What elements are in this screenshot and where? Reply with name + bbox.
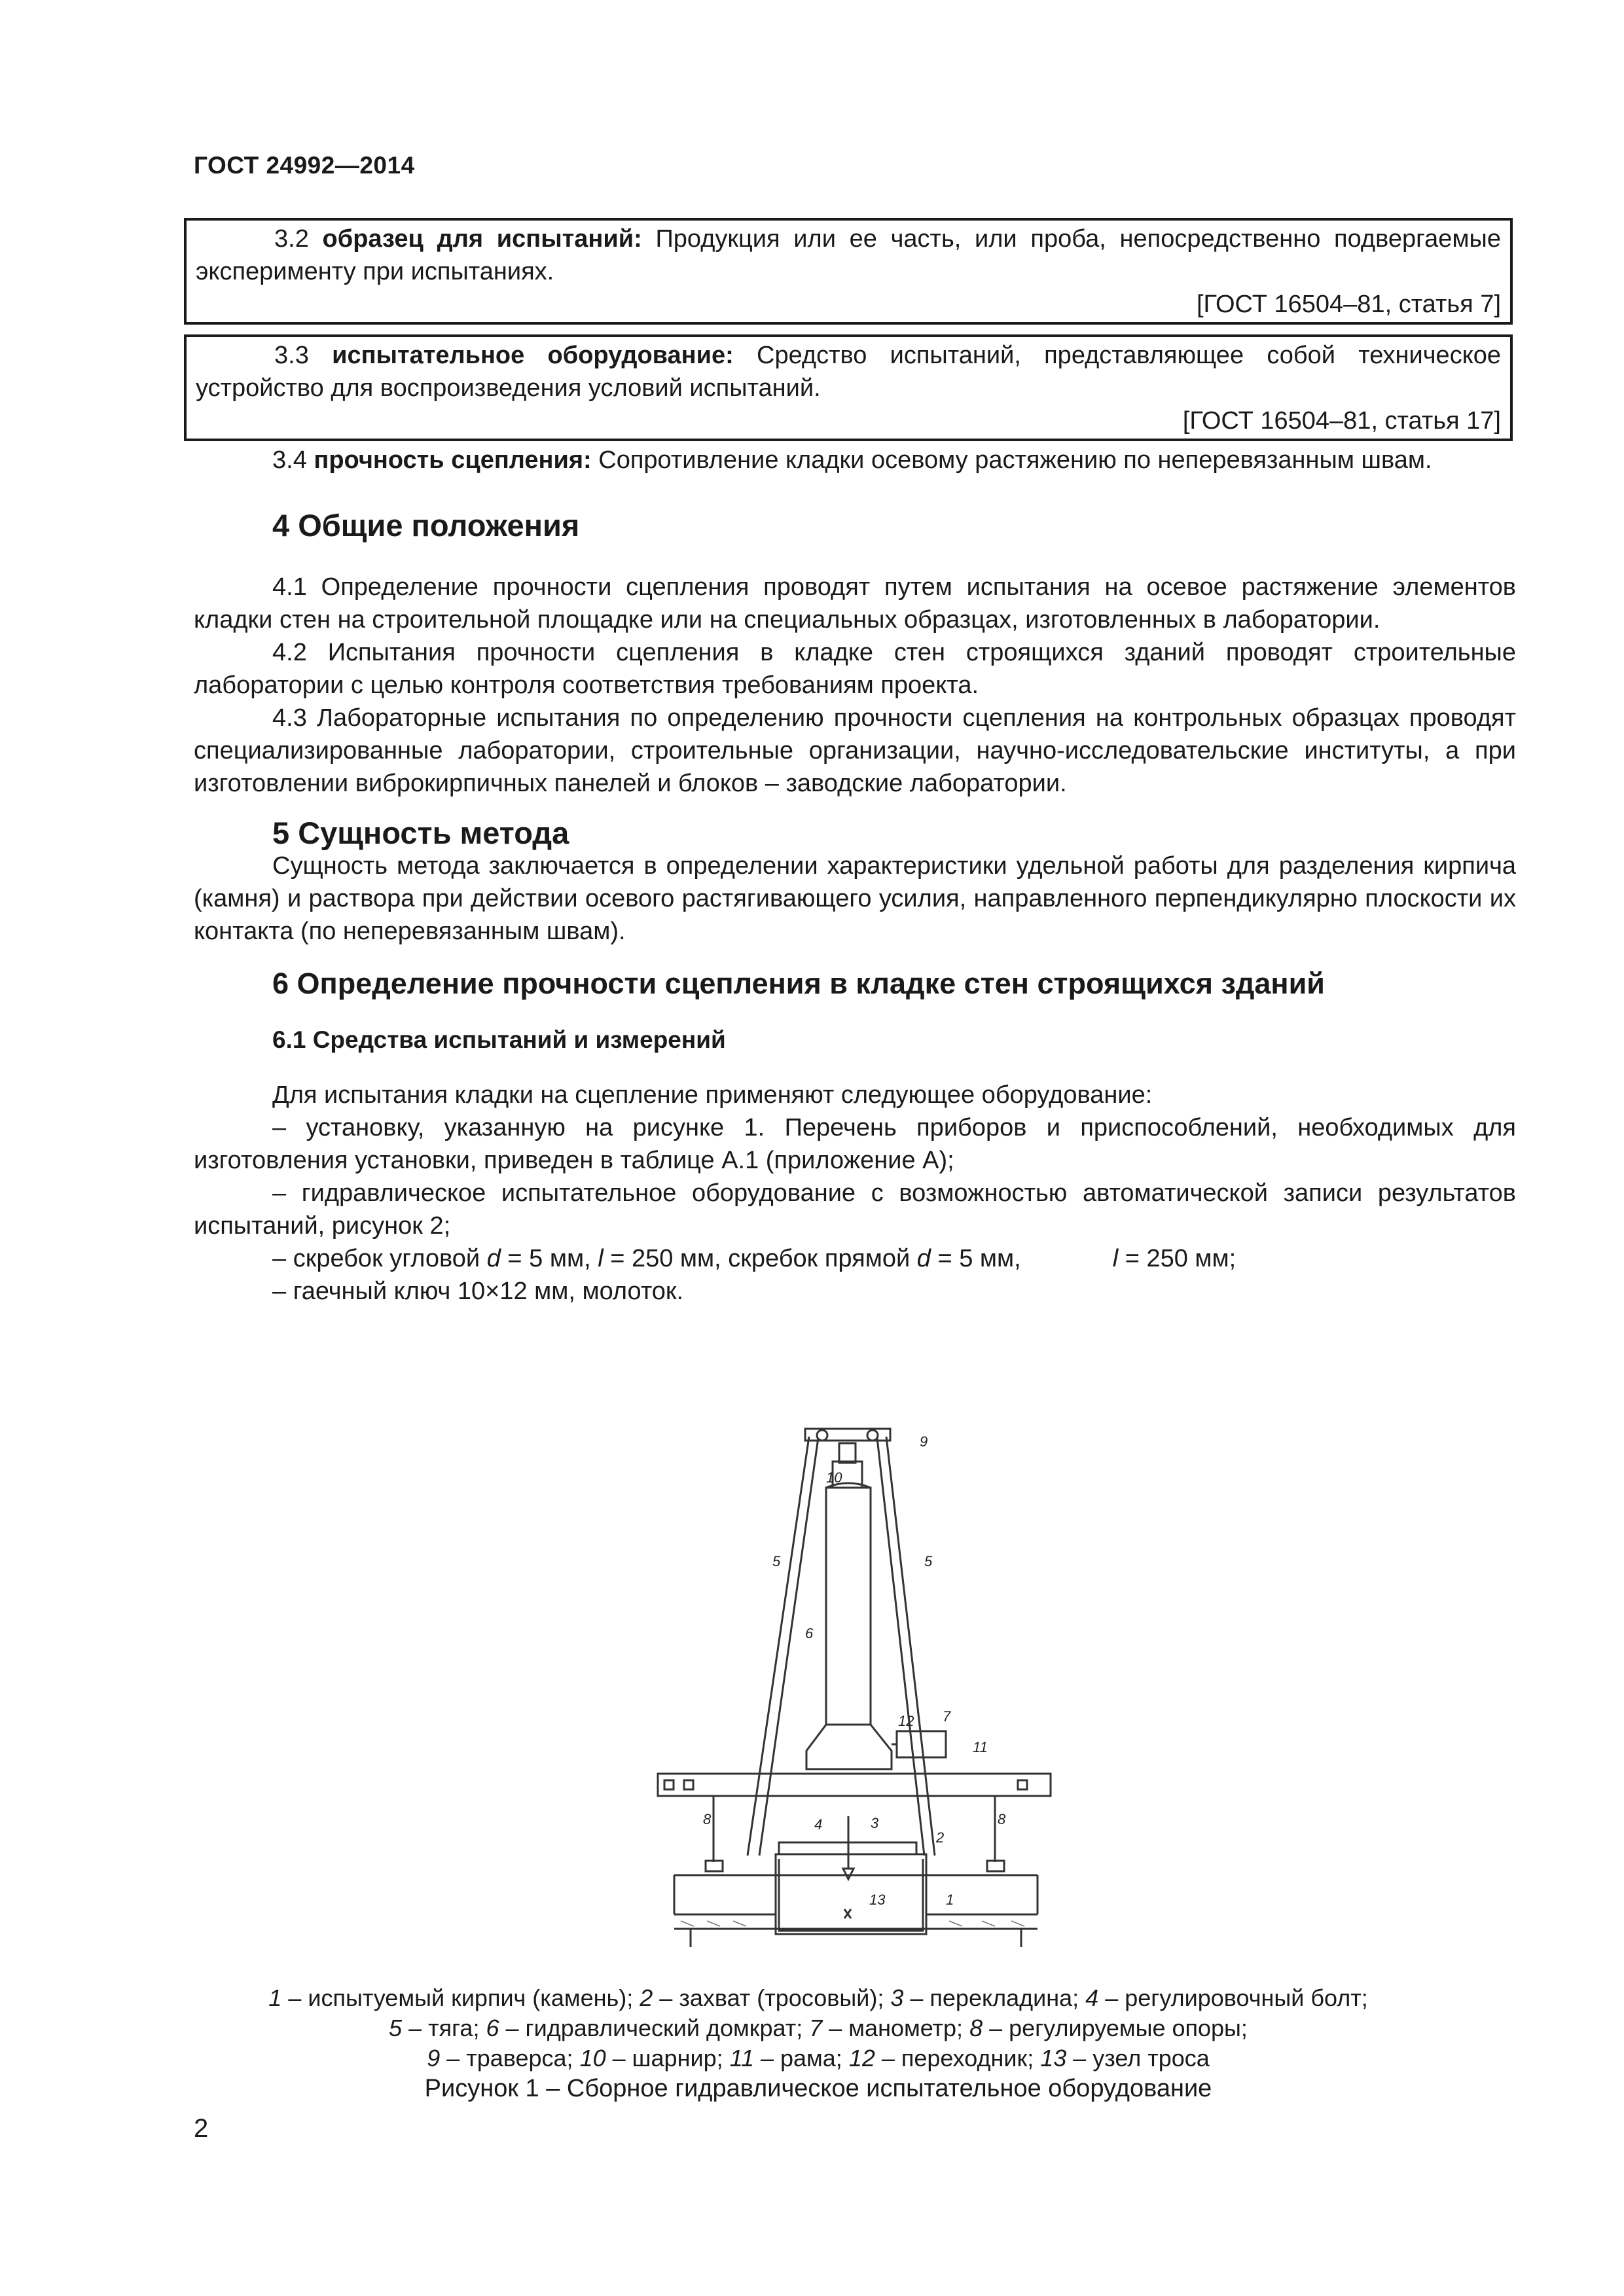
def-text: Сопротивление кладки осевому растяжению по неперевязанным швам. xyxy=(598,446,1432,474)
label-10: 10 xyxy=(826,1469,842,1486)
definition-box-3-3 xyxy=(184,334,1513,441)
support-right-foot xyxy=(987,1861,1004,1871)
section-6-title: 6 Определение прочности сцепления в кладке стен строящихся зданий xyxy=(272,967,1325,1000)
tie-rod-left-2 xyxy=(759,1438,818,1856)
frame-hole xyxy=(1018,1780,1027,1789)
support-left-foot xyxy=(706,1861,723,1871)
subsection-6-1-title: 6.1 Средства испытаний и измерений xyxy=(272,1026,726,1053)
main-text xyxy=(194,444,1516,1308)
paragraph-5-1: Сущность метода заключается в определении характеристики удельной работы для разделения кирпича (камня) и раствора при действии осевого растягивающего усилия, направленного перпендикулярно плоскости их контакта (по неперевязанным швам). xyxy=(194,852,1516,945)
brick-shape xyxy=(776,1854,926,1934)
figure-legend-line-3: 9 – траверса; 10 – шарнир; 11 – рама; 12 – переходник; 13 – узел троса xyxy=(427,2045,1210,2072)
label-4: 4 xyxy=(814,1816,823,1833)
def-term: испытательное оборудование: xyxy=(332,342,734,369)
tie-rod-left xyxy=(748,1437,809,1856)
def-term: прочность сцепления: xyxy=(314,446,592,474)
label-11: 11 xyxy=(973,1739,988,1755)
figure-legend-line-1: 1 – испытуемый кирпич (камень); 2 – захват (тросовый); 3 – перекладина; 4 – регулировочный болт; xyxy=(268,1984,1368,2011)
label-1: 1 xyxy=(946,1892,954,1908)
def-reference: [ГОСТ 16504–81, статья 7] xyxy=(1197,291,1501,318)
paragraph-4-2: 4.2 Испытания прочности сцепления в кладке стен строящихся зданий проводят строительные лаборатории с целью контроля соответствия требованиям проекта. xyxy=(194,639,1516,699)
label-3: 3 xyxy=(871,1815,879,1831)
tie-rod-right xyxy=(886,1437,935,1856)
jack-body xyxy=(826,1488,871,1725)
equipment-item-3: – скребок угловой d = 5 мм, l = 250 мм, скребок прямой d = 5 мм, l = 250 мм; xyxy=(272,1245,1236,1272)
jack-base xyxy=(806,1725,892,1769)
frame-hole xyxy=(684,1780,693,1789)
traverse-pin-right xyxy=(867,1430,878,1441)
paragraph-4-1: 4.1 Определение прочности сцепления проводят путем испытания на осевое растяжение элементов кладки стен на строительной площадке или на специальных образцах, изготовленных в лаборатории. xyxy=(194,573,1516,634)
label-7: 7 xyxy=(943,1708,951,1725)
def-text: Продукция или ее часть, или проба, непосредственно подвергаемые эксперименту при испытаниях. xyxy=(196,225,1502,285)
paragraph-4-3: 4.3 Лабораторные испытания по определению прочности сцепления на контрольных образцах проводят специализированные лаборатории, строительные организации, научно-исследовательские институты, а при изготовлении виброкирпичных панелей и блоков – заводские лаборатории. xyxy=(194,704,1516,797)
cable-knot xyxy=(844,1909,851,1918)
equipment-item-1: – установку, указанную на рисунке 1. Перечень приборов и приспособлений, необходимых для изготовления установки, приведен в таблице А.1 (приложение А); xyxy=(194,1114,1516,1174)
label-5-right: 5 xyxy=(924,1553,933,1570)
def-text: Средство испытаний, представляющее собой техническое устройство для воспроизведения условий испытаний. xyxy=(196,342,1502,402)
definition-3-4 xyxy=(194,444,1516,476)
label-13: 13 xyxy=(869,1892,886,1908)
definition-box-3-2 xyxy=(184,218,1513,325)
equipment-item-4: – гаечный ключ 10×12 мм, молоток. xyxy=(272,1278,684,1305)
tie-rod-right-2 xyxy=(877,1438,924,1856)
label-5-left: 5 xyxy=(772,1553,781,1570)
section-5-title: 5 Сущность метода xyxy=(272,816,569,850)
document-header: ГОСТ 24992—2014 xyxy=(194,152,415,179)
label-12: 12 xyxy=(898,1713,914,1729)
figure-title: Рисунок 1 – Сборное гидравлическое испытательное оборудование xyxy=(424,2075,1212,2102)
def-reference: [ГОСТ 16504–81, статья 17] xyxy=(1182,407,1501,435)
section-4-title: 4 Общие положения xyxy=(272,508,580,543)
label-2: 2 xyxy=(936,1829,945,1846)
frame-hole xyxy=(664,1780,674,1789)
page-number: 2 xyxy=(194,2114,209,2143)
def-term: образец для испытаний: xyxy=(322,225,642,253)
equipment-intro: Для испытания кладки на сцепление применяют следующее оборудование: xyxy=(272,1081,1153,1109)
equipment-item-2: – гидравлическое испытательное оборудование с возможностью автоматической записи результатов испытаний, рисунок 2; xyxy=(194,1179,1516,1240)
def-num: 3.3 xyxy=(274,342,309,369)
label-6: 6 xyxy=(805,1625,814,1641)
frame-beam xyxy=(658,1774,1051,1796)
def-num: 3.2 xyxy=(274,225,309,253)
def-num: 3.4 xyxy=(272,446,307,474)
label-8-right: 8 xyxy=(998,1811,1006,1827)
figure-1-drawing xyxy=(655,1424,1054,1947)
figure-legend-line-2: 5 – тяга; 6 – гидравлический домкрат; 7 – манометр; 8 – регулируемые опоры; xyxy=(389,2015,1248,2041)
label-9: 9 xyxy=(920,1433,928,1450)
label-8-left: 8 xyxy=(703,1811,712,1827)
hinge-stem xyxy=(839,1443,856,1463)
bolt-tip xyxy=(843,1869,854,1879)
